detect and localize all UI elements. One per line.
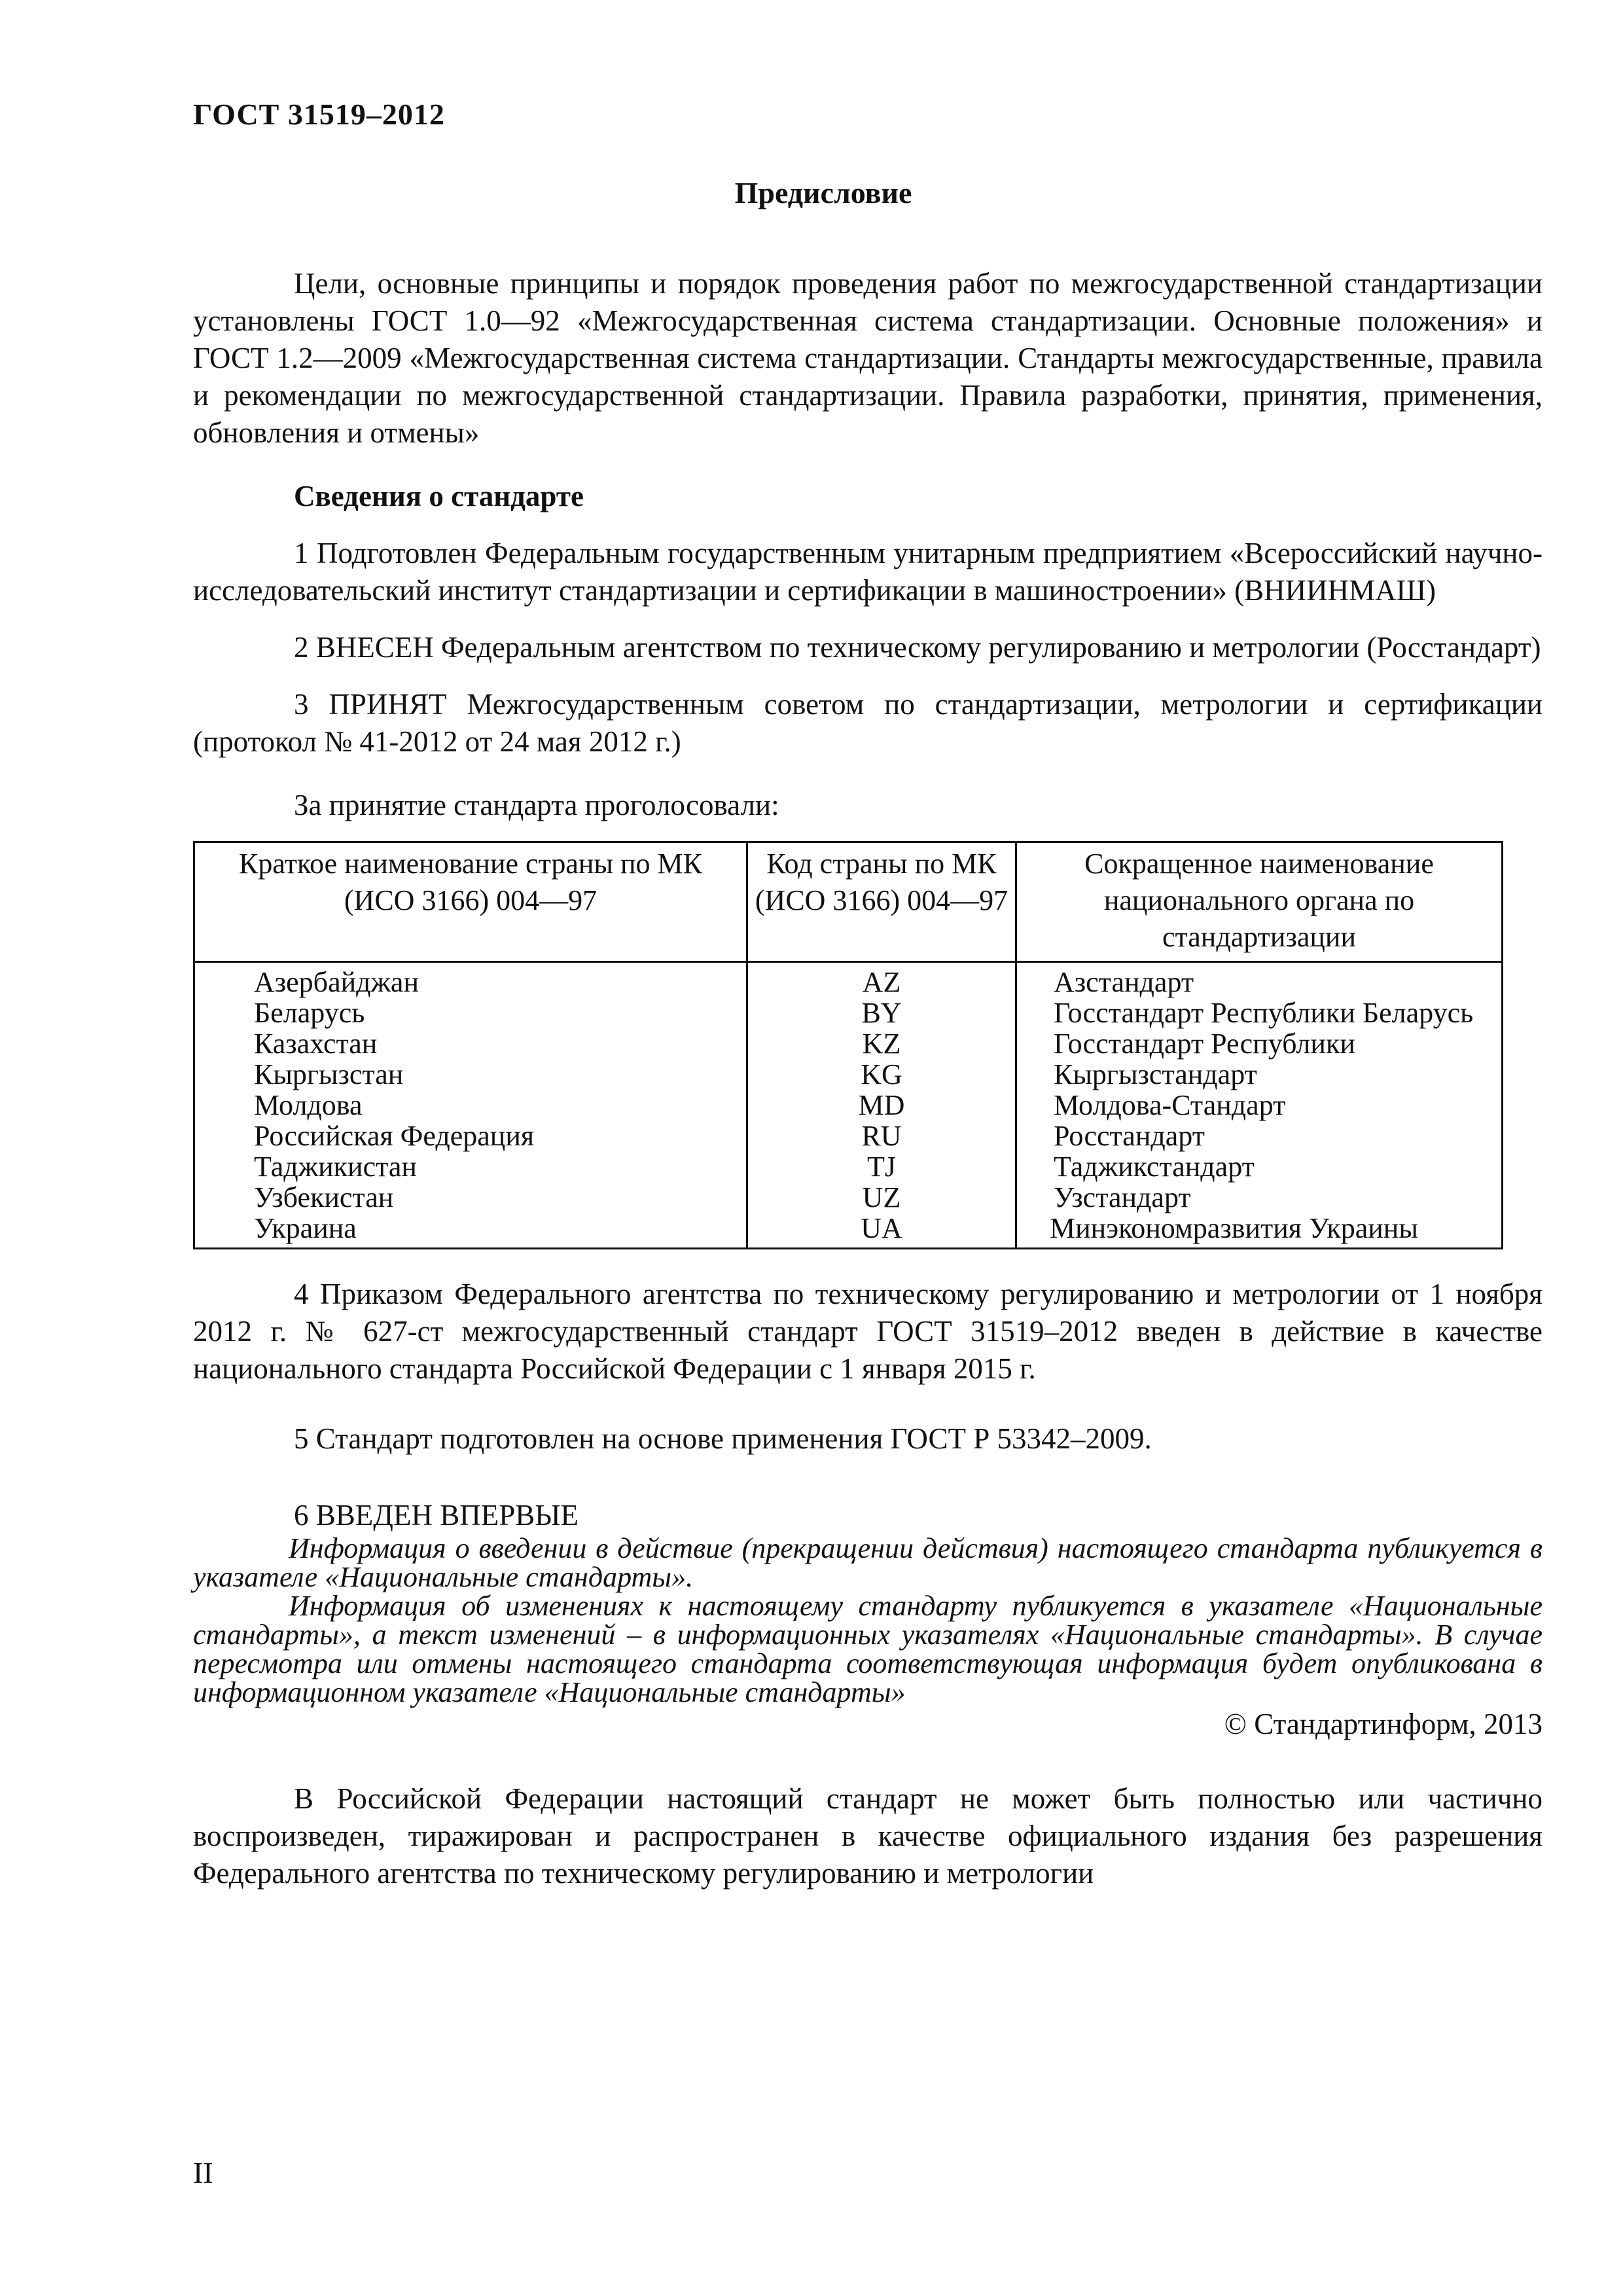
standards-body-cell: Кыргызстандарт (1016, 1059, 1503, 1090)
country-name-cell: Казахстан (194, 1028, 747, 1059)
table-row (194, 1182, 1503, 1213)
standards-body-cell: Узстандарт (1016, 1182, 1503, 1213)
country-name-cell: Азербайджан (194, 962, 747, 998)
intro-paragraph: Цели, основные принципы и порядок проведения работ по межгосударственной стандартизации установлены ГОСТ 1.0—92 «Межгосударственная система стандартизации. Основные положения» и ГОСТ 1.2—2009 «Межгосударственная система стандартизации. Стандарты межгосударственные, правила и рекомендации по межгосударственной стандартизации. Правила разработки, принятия, применения, обновления и отмены» (193, 267, 1543, 449)
page-title: Предисловие (734, 176, 912, 209)
item-6-paragraph: 6 ВВЕДЕН ВПЕРВЫЕ (294, 1499, 579, 1532)
standards-body-cell: Таджикстандарт (1016, 1151, 1503, 1182)
country-code-cell: BY (747, 997, 1016, 1028)
country-name-cell: Украина (194, 1213, 747, 1249)
item-5-paragraph: 5 Стандарт подготовлен на основе применения ГОСТ Р 53342–2009. (294, 1422, 1152, 1455)
table-row (194, 1090, 1503, 1121)
table-row (194, 1121, 1503, 1151)
country-code-cell: RU (747, 1121, 1016, 1151)
item-3-paragraph: 3 ПРИНЯТ Межгосударственным советом по стандартизации, метрологии и сертификации (протокол № 41-2012 от 24 мая 2012 г.) (193, 688, 1543, 758)
standards-body-cell: Молдова-Стандарт (1016, 1090, 1503, 1121)
country-code-cell: MD (747, 1090, 1016, 1121)
standards-body-cell: Госстандарт Республики (1016, 1028, 1503, 1059)
votes-table (193, 841, 1503, 1249)
country-name-cell: Узбекистан (194, 1182, 747, 1213)
country-name-cell: Беларусь (194, 997, 747, 1028)
country-code-cell: AZ (747, 962, 1016, 998)
table-row (194, 1028, 1503, 1059)
legal-notice: В Российской Федерации настоящий стандарт не может быть полностью или частично воспроизведен, тиражирован и распространен в качестве официального издания без разрешения Федерального агентства по техническому регулированию и метрологии (193, 1782, 1543, 1890)
document-code-header: ГОСТ 31519–2012 (193, 98, 445, 131)
country-code-cell: KG (747, 1059, 1016, 1090)
page-number: II (193, 2156, 213, 2189)
country-name-cell: Кыргызстан (194, 1059, 747, 1090)
item-1-paragraph: 1 Подготовлен Федеральным государственным унитарным предприятием «Всероссийский научно-исследовательский институт стандартизации и сертификации в машиностроении» (ВНИИНМАШ) (193, 537, 1543, 607)
table-row (194, 1151, 1503, 1182)
item-4-paragraph: 4 Приказом Федерального агентства по техническому регулированию и метрологии от 1 ноября 2012 г. № 627-ст межгосударственный стандарт ГОСТ 31519–2012 введен в действие в качестве национального стандарта Российской Федерации с 1 января 2015 г. (193, 1278, 1543, 1385)
notice-introduction: Информация о введении в действие (прекращении действия) настоящего стандарта публикуется в указателе «Национальные стандарты». (193, 1532, 1543, 1593)
country-name-cell: Молдова (194, 1090, 747, 1121)
votes-intro: За принятие стандарта проголосовали: (294, 789, 779, 821)
standards-body-cell: Минэкономразвития Украины (1016, 1213, 1503, 1249)
table-row (194, 997, 1503, 1028)
country-name-cell: Таджикистан (194, 1151, 747, 1182)
copyright-line: © Стандартинформ, 2013 (1224, 1708, 1543, 1740)
country-name-cell: Российская Федерация (194, 1121, 747, 1151)
header-country-code: Код страны по МК (ИСО 3166) 004—97 (747, 842, 1016, 962)
standards-body-cell: Азстандарт (1016, 962, 1503, 998)
header-country-name: Краткое наименование страны по МК (ИСО 3166) 004—97 (194, 842, 747, 962)
table-row (194, 1213, 1503, 1249)
info-heading: Сведения о стандарте (294, 480, 584, 512)
standards-body-cell: Госстандарт Республики Беларусь (1016, 997, 1503, 1028)
main-content (193, 265, 1543, 1892)
table-header-row (194, 842, 1503, 962)
header-standards-body: Сокращенное наименование национального органа по стандартизации (1016, 842, 1503, 962)
table-row (194, 1059, 1503, 1090)
table-row (194, 962, 1503, 998)
notice-amendments: Информация об изменениях к настоящему стандарту публикуется в указателе «Национальные стандарты», а текст изменений – в информационных указателях «Национальные стандарты». В случае пересмотра или отмены настоящего стандарта соответствующая информация будет опубликована в информационном указателе «Национальные стандарты» (193, 1590, 1543, 1708)
country-code-cell: TJ (747, 1151, 1016, 1182)
country-code-cell: UZ (747, 1182, 1016, 1213)
standards-body-cell: Росстандарт (1016, 1121, 1503, 1151)
country-code-cell: UA (747, 1213, 1016, 1249)
country-code-cell: KZ (747, 1028, 1016, 1059)
item-2-paragraph: 2 ВНЕСЕН Федеральным агентством по техническому регулированию и метрологии (Росстандарт) (294, 631, 1541, 664)
